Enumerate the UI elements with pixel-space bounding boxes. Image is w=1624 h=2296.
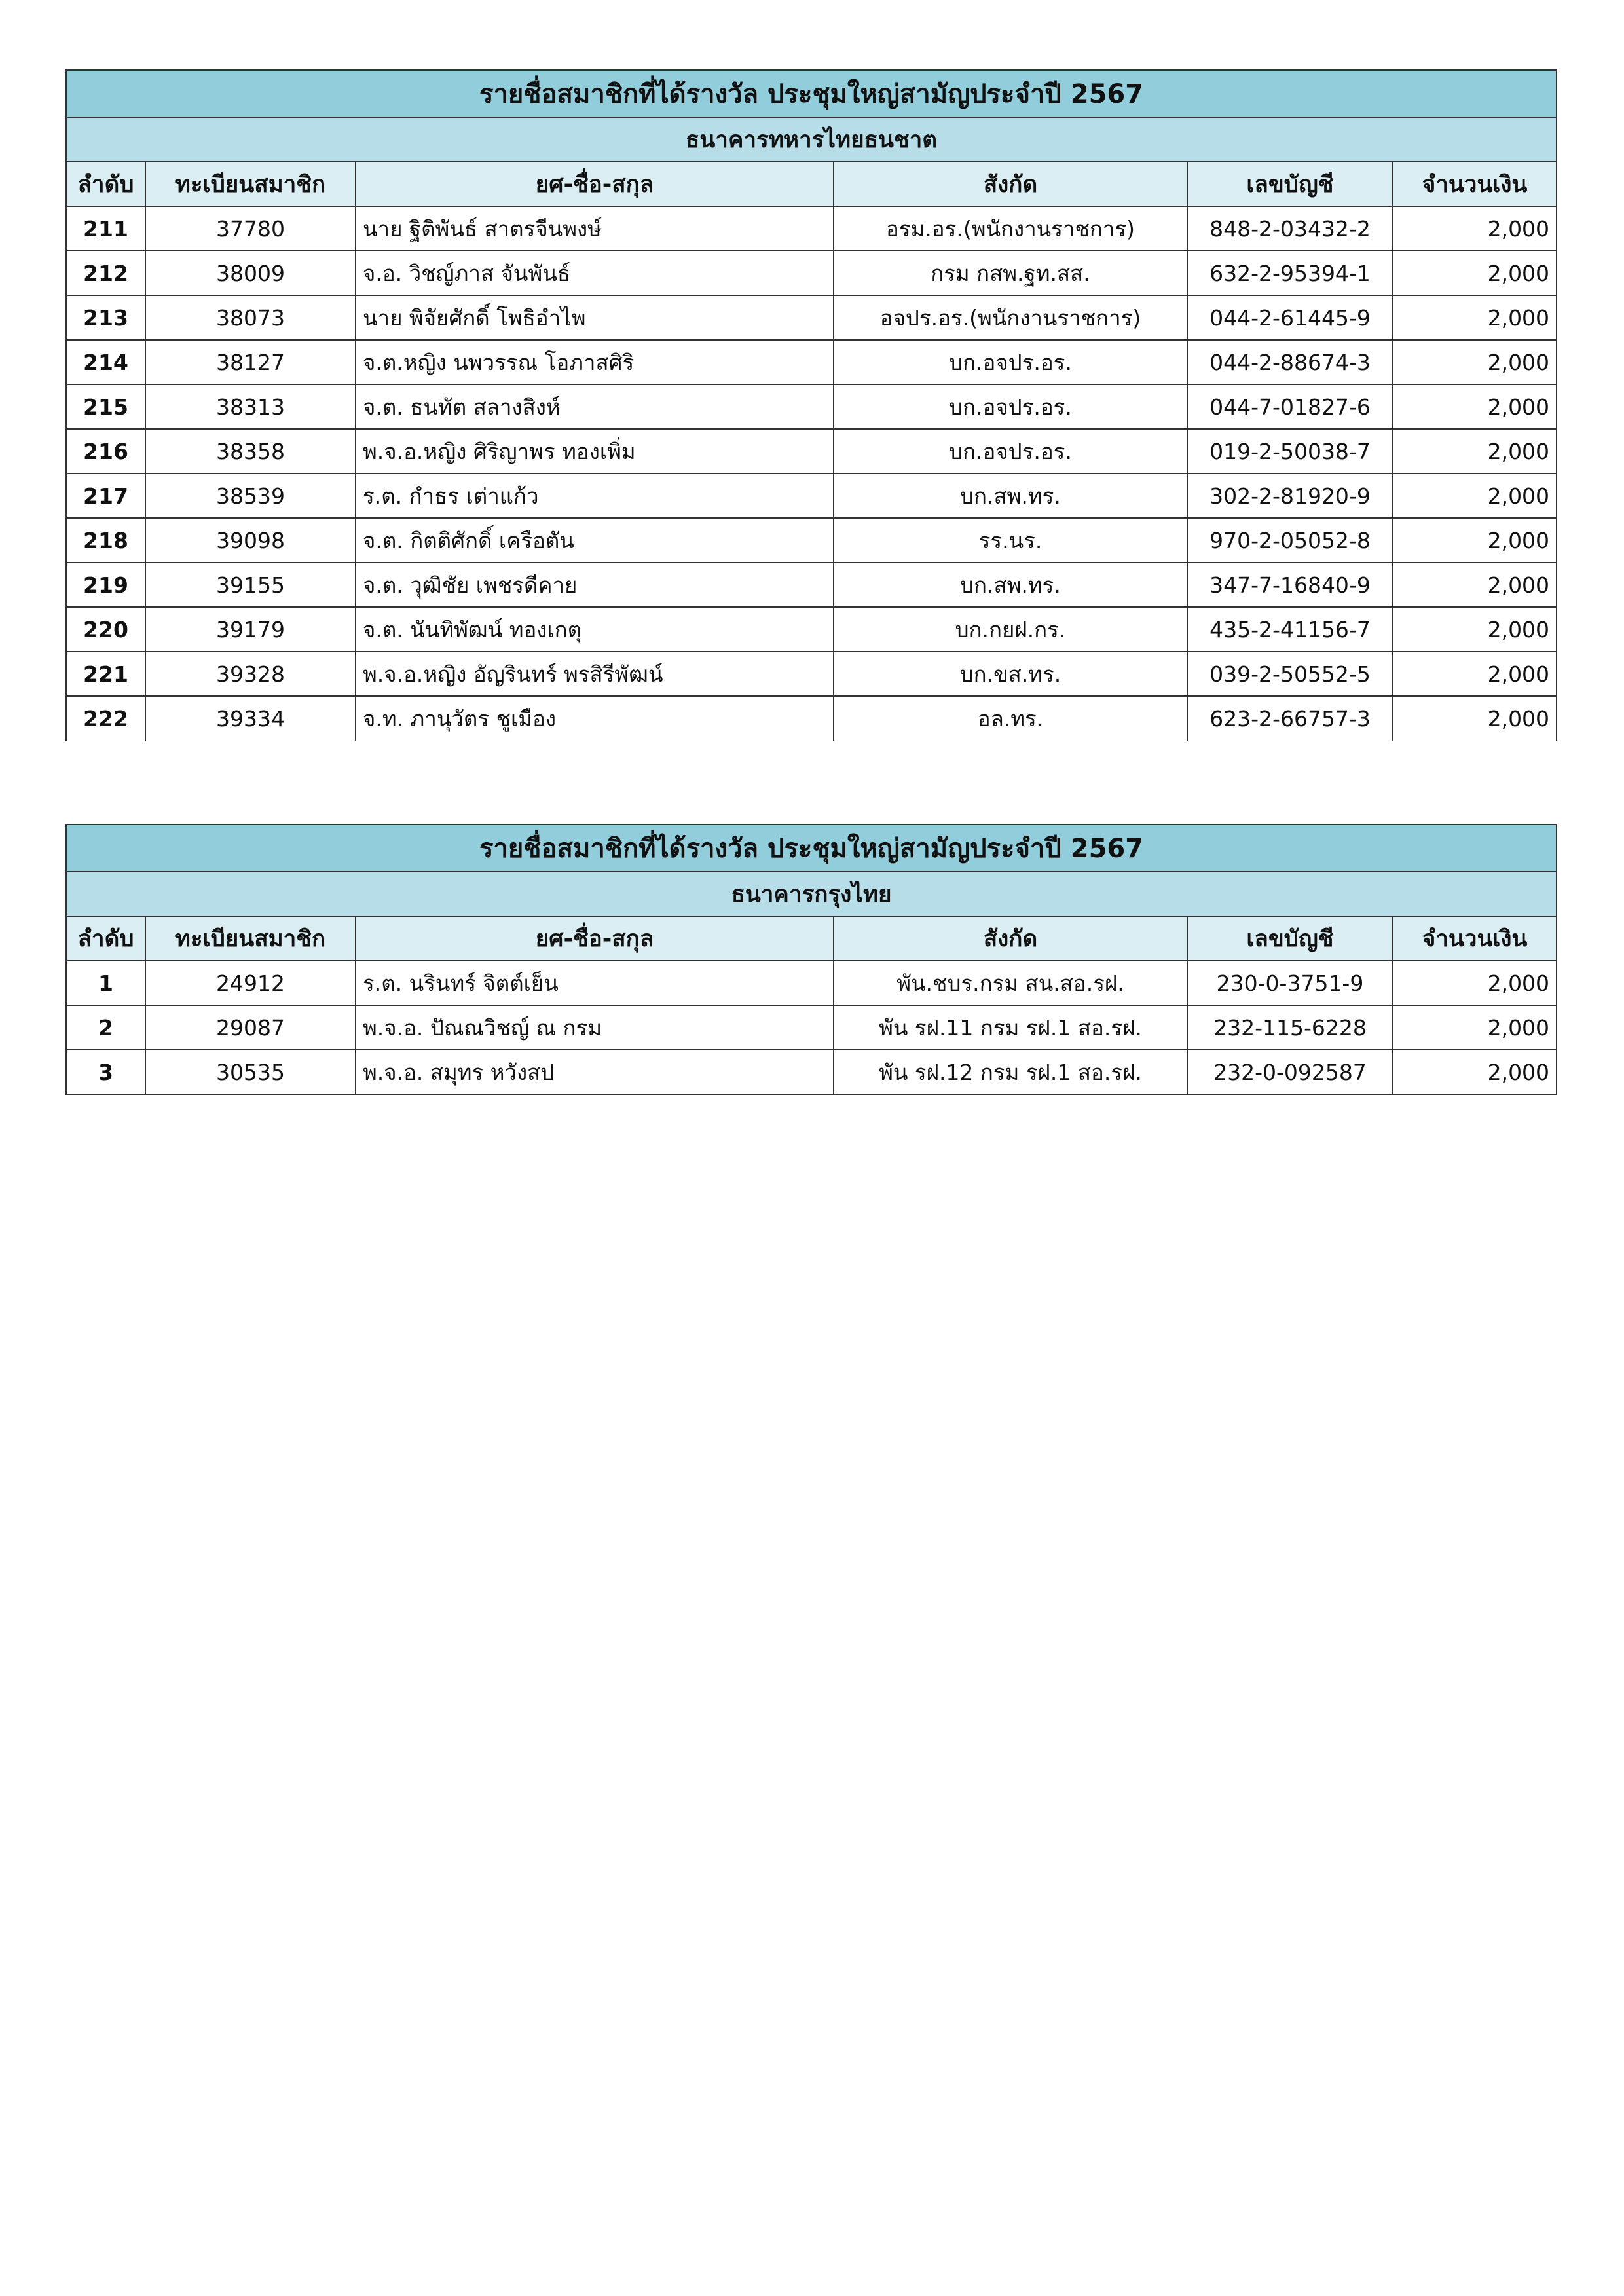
cell-member-id: 39179 (145, 607, 356, 652)
cell-amount: 2,000 (1393, 429, 1557, 473)
cell-account: 347-7-16840-9 (1187, 563, 1393, 607)
col-header-unit: สังกัด (834, 916, 1187, 961)
table-row (66, 518, 1557, 563)
col-header-order: ลำดับ (66, 162, 145, 206)
col-header-amount: จำนวนเงิน (1393, 916, 1557, 961)
cell-order: 2 (66, 1005, 145, 1050)
cell-member-id: 38127 (145, 340, 356, 384)
award-table-tmb (65, 69, 1557, 741)
cell-amount: 2,000 (1393, 961, 1557, 1005)
cell-order: 214 (66, 340, 145, 384)
table-row (66, 563, 1557, 607)
table-row (66, 696, 1557, 741)
cell-unit: รร.นร. (834, 518, 1187, 563)
cell-account: 044-2-88674-3 (1187, 340, 1393, 384)
cell-rank-name: จ.ต. กิตติศักดิ์ เครือตัน (356, 518, 834, 563)
table-row (66, 1005, 1557, 1050)
cell-amount: 2,000 (1393, 607, 1557, 652)
cell-order: 3 (66, 1050, 145, 1094)
cell-amount: 2,000 (1393, 295, 1557, 340)
cell-account: 632-2-95394-1 (1187, 251, 1393, 295)
cell-account: 435-2-41156-7 (1187, 607, 1393, 652)
col-header-member-id: ทะเบียนสมาชิก (145, 916, 356, 961)
cell-account: 044-7-01827-6 (1187, 384, 1393, 429)
col-header-rank-name: ยศ-ชื่อ-สกุล (356, 162, 834, 206)
cell-member-id: 38539 (145, 473, 356, 518)
cell-rank-name: จ.ต. ธนทัต สลางสิงห์ (356, 384, 834, 429)
cell-unit: บก.สพ.ทร. (834, 563, 1187, 607)
cell-member-id: 39155 (145, 563, 356, 607)
cell-rank-name: พ.จ.อ.หญิง อัญรินทร์ พรสิรีพัฒน์ (356, 652, 834, 696)
cell-member-id: 38073 (145, 295, 356, 340)
col-header-account: เลขบัญชี (1187, 916, 1393, 961)
cell-rank-name: จ.อ. วิชญ์ภาส จันพันธ์ (356, 251, 834, 295)
cell-rank-name: ร.ต. กำธร เต่าแก้ว (356, 473, 834, 518)
cell-account: 623-2-66757-3 (1187, 696, 1393, 741)
col-header-order: ลำดับ (66, 916, 145, 961)
award-table-ktb (65, 824, 1557, 1095)
cell-rank-name: จ.ต.หญิง นพวรรณ โอภาสศิริ (356, 340, 834, 384)
table-title: รายชื่อสมาชิกที่ได้รางวัล ประชุมใหญ่สามัญประจำปี 2567 (66, 824, 1557, 872)
cell-account: 232-115-6228 (1187, 1005, 1393, 1050)
cell-account: 019-2-50038-7 (1187, 429, 1393, 473)
cell-rank-name: นาย พิจัยศักดิ์ โพธิอำไพ (356, 295, 834, 340)
cell-member-id: 39334 (145, 696, 356, 741)
col-header-unit: สังกัด (834, 162, 1187, 206)
cell-amount: 2,000 (1393, 652, 1557, 696)
cell-order: 222 (66, 696, 145, 741)
col-header-member-id: ทะเบียนสมาชิก (145, 162, 356, 206)
col-header-amount: จำนวนเงิน (1393, 162, 1557, 206)
cell-order: 216 (66, 429, 145, 473)
bank-name: ธนาคารทหารไทยธนชาต (66, 117, 1557, 162)
bank-name: ธนาคารกรุงไทย (66, 872, 1557, 916)
cell-order: 213 (66, 295, 145, 340)
cell-account: 230-0-3751-9 (1187, 961, 1393, 1005)
cell-member-id: 39328 (145, 652, 356, 696)
table-row (66, 473, 1557, 518)
cell-amount: 2,000 (1393, 340, 1557, 384)
cell-amount: 2,000 (1393, 384, 1557, 429)
cell-rank-name: นาย ฐิติพันธ์ สาตรจีนพงษ์ (356, 206, 834, 251)
cell-order: 219 (66, 563, 145, 607)
cell-member-id: 39098 (145, 518, 356, 563)
cell-unit: บก.อจปร.อร. (834, 340, 1187, 384)
cell-rank-name: พ.จ.อ. สมุทร หวังสป (356, 1050, 834, 1094)
cell-unit: พัน รฝ.12 กรม รฝ.1 สอ.รฝ. (834, 1050, 1187, 1094)
cell-unit: อจปร.อร.(พนักงานราชการ) (834, 295, 1187, 340)
cell-unit: บก.อจปร.อร. (834, 384, 1187, 429)
cell-order: 217 (66, 473, 145, 518)
cell-member-id: 38009 (145, 251, 356, 295)
cell-unit: บก.สพ.ทร. (834, 473, 1187, 518)
cell-account: 970-2-05052-8 (1187, 518, 1393, 563)
cell-unit: พัน.ชบร.กรม สน.สอ.รฝ. (834, 961, 1187, 1005)
cell-account: 039-2-50552-5 (1187, 652, 1393, 696)
cell-rank-name: จ.ท. ภานุวัตร ชูเมือง (356, 696, 834, 741)
table-row (66, 429, 1557, 473)
cell-unit: อรม.อร.(พนักงานราชการ) (834, 206, 1187, 251)
cell-member-id: 24912 (145, 961, 356, 1005)
cell-unit: บก.ขส.ทร. (834, 652, 1187, 696)
cell-unit: บก.กยฝ.กร. (834, 607, 1187, 652)
table-row (66, 1050, 1557, 1094)
cell-amount: 2,000 (1393, 206, 1557, 251)
cell-rank-name: ร.ต. นรินทร์ จิตต์เย็น (356, 961, 834, 1005)
cell-amount: 2,000 (1393, 696, 1557, 741)
cell-order: 211 (66, 206, 145, 251)
table-row (66, 961, 1557, 1005)
cell-unit: กรม กสพ.ฐท.สส. (834, 251, 1187, 295)
column-header-row (66, 162, 1557, 206)
cell-rank-name: พ.จ.อ. ปัณณวิชญ์ ณ กรม (356, 1005, 834, 1050)
cell-member-id: 38313 (145, 384, 356, 429)
cell-rank-name: จ.ต. นันทิพัฒน์ ทองเกตุ (356, 607, 834, 652)
cell-member-id: 29087 (145, 1005, 356, 1050)
cell-member-id: 30535 (145, 1050, 356, 1094)
cell-amount: 2,000 (1393, 473, 1557, 518)
cell-account: 302-2-81920-9 (1187, 473, 1393, 518)
cell-amount: 2,000 (1393, 1050, 1557, 1094)
table-row (66, 251, 1557, 295)
cell-order: 221 (66, 652, 145, 696)
cell-account: 232-0-092587 (1187, 1050, 1393, 1094)
cell-unit: พัน รฝ.11 กรม รฝ.1 สอ.รฝ. (834, 1005, 1187, 1050)
table-row (66, 607, 1557, 652)
col-header-account: เลขบัญชี (1187, 162, 1393, 206)
cell-account: 044-2-61445-9 (1187, 295, 1393, 340)
table-title: รายชื่อสมาชิกที่ได้รางวัล ประชุมใหญ่สามัญประจำปี 2567 (66, 70, 1557, 117)
cell-order: 212 (66, 251, 145, 295)
table-row (66, 206, 1557, 251)
cell-unit: อล.ทร. (834, 696, 1187, 741)
table-row (66, 652, 1557, 696)
table-row (66, 295, 1557, 340)
cell-amount: 2,000 (1393, 251, 1557, 295)
table-row (66, 340, 1557, 384)
cell-amount: 2,000 (1393, 518, 1557, 563)
cell-order: 218 (66, 518, 145, 563)
cell-order: 220 (66, 607, 145, 652)
cell-member-id: 37780 (145, 206, 356, 251)
table-row (66, 384, 1557, 429)
cell-order: 1 (66, 961, 145, 1005)
cell-member-id: 38358 (145, 429, 356, 473)
cell-rank-name: พ.จ.อ.หญิง ศิริญาพร ทองเพิ่ม (356, 429, 834, 473)
col-header-rank-name: ยศ-ชื่อ-สกุล (356, 916, 834, 961)
column-header-row (66, 916, 1557, 961)
cell-unit: บก.อจปร.อร. (834, 429, 1187, 473)
cell-rank-name: จ.ต. วุฒิชัย เพชรดีคาย (356, 563, 834, 607)
cell-order: 215 (66, 384, 145, 429)
cell-amount: 2,000 (1393, 1005, 1557, 1050)
cell-amount: 2,000 (1393, 563, 1557, 607)
cell-account: 848-2-03432-2 (1187, 206, 1393, 251)
